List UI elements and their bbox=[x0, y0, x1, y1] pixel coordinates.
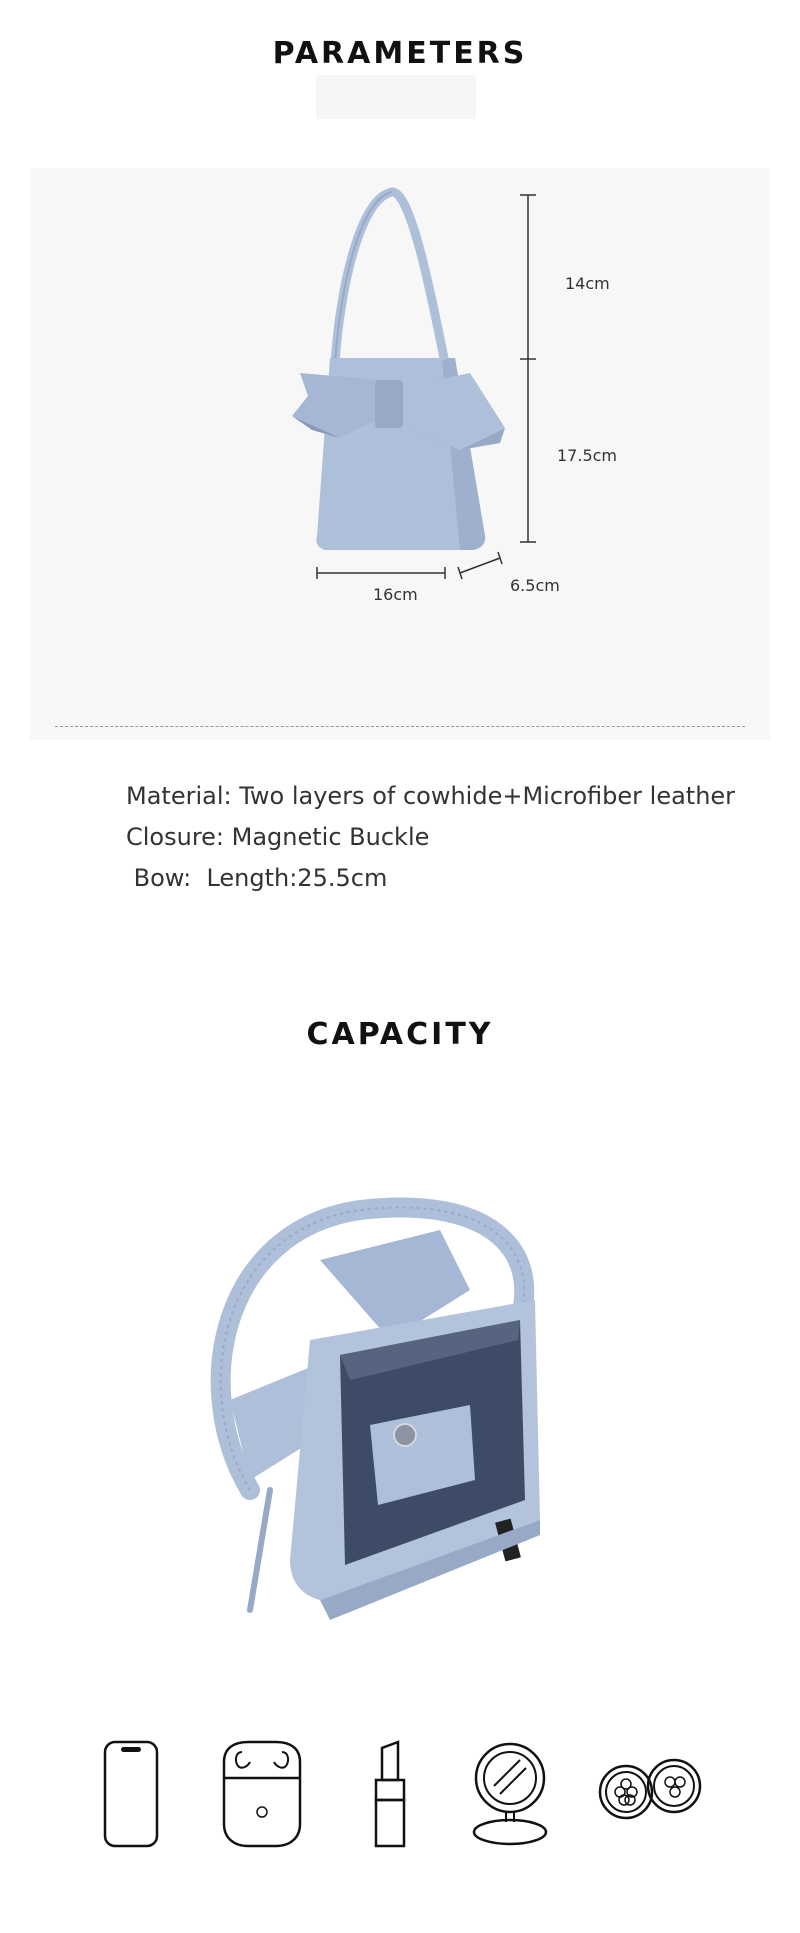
bag-strap bbox=[335, 192, 445, 363]
width-label: 16cm bbox=[373, 585, 418, 604]
dashed-divider bbox=[55, 726, 745, 727]
strap-height-label: 14cm bbox=[565, 274, 610, 293]
capacity-title: CAPACITY bbox=[306, 1017, 494, 1052]
earbuds-case-icon bbox=[220, 1740, 304, 1850]
compact-mirror-icon bbox=[470, 1740, 550, 1850]
bag-dimension-diagram bbox=[30, 168, 770, 740]
cosmetic-compact-icon bbox=[596, 1740, 706, 1820]
phone-icon bbox=[103, 1740, 159, 1850]
capacity-item-icons bbox=[0, 1740, 800, 1860]
bag-interior-photo bbox=[190, 1190, 570, 1630]
spec-bow-length: Bow: Length:25.5cm bbox=[126, 864, 388, 892]
depth-label: 6.5cm bbox=[510, 576, 560, 595]
spec-closure: Closure: Magnetic Buckle bbox=[126, 823, 430, 851]
lipstick-icon bbox=[370, 1740, 410, 1850]
spec-list bbox=[126, 776, 766, 899]
body-height-label: 17.5cm bbox=[557, 446, 618, 465]
parameters-title: PARAMETERS bbox=[272, 36, 528, 71]
title-placeholder-block bbox=[316, 75, 476, 119]
spec-material: Material: Two layers of cowhide+Microfiber leather bbox=[126, 782, 736, 810]
parameters-panel bbox=[30, 168, 770, 740]
